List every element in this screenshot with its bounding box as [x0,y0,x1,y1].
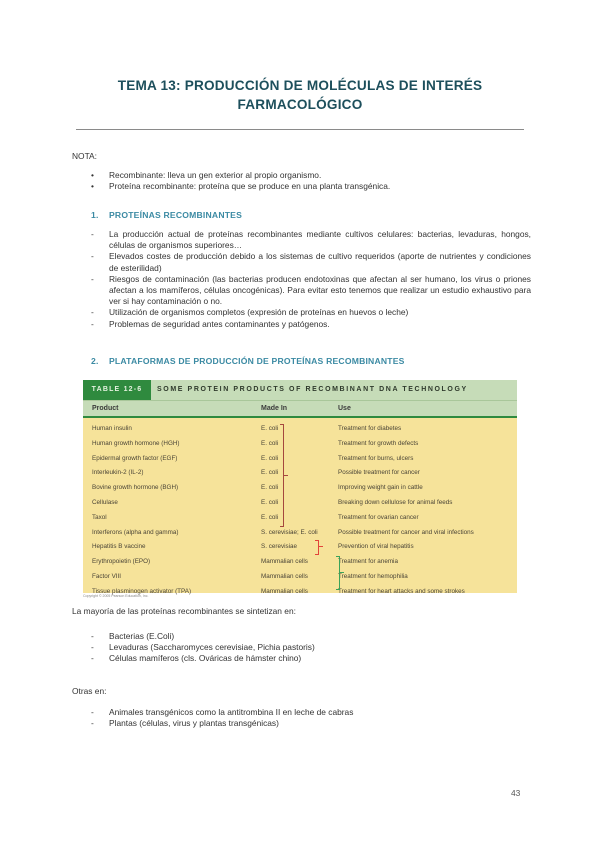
list-item: - Animales transgénicos como la antitrombina II en leche de cabras [91,707,354,717]
bullet-dash-icon: - [91,707,94,717]
table-row: Interferons (alpha and gamma) S. cerevisiae; E. coli Possible treatment for cancer and viral infections [92,528,474,536]
bullet-dash-icon: - [91,653,94,664]
list-item: • Recombinante: lleva un gen exterior al propio organismo. [91,170,322,180]
list-item: - Elevados costes de producción debido a los sistemas de cultivo requeridos (aporte de nutrientes y condiciones de esterilidad) [91,251,531,273]
bullet-dot-icon: • [91,181,94,192]
table-row: Cellulase E. coli Breaking down cellulose for animal feeds [92,498,453,506]
synthesis-list [91,631,531,665]
page-title-line-2: FARMACOLÓGICO [237,97,363,112]
table-row: Human insulin E. coli Treatment for diabetes [92,425,402,432]
bullet-dash-icon: - [91,318,94,329]
table-header-bar [83,380,517,400]
paragraph-others: Otras en: [72,686,107,696]
list-item: - Células mamíferos (cls. Ováricas de hámster chino) [91,653,302,664]
bracket-mammalian-tick-icon [340,572,344,573]
column-header-made-in: Made In [261,405,288,412]
table-label: TABLE 12-6 [83,380,151,400]
bullet-dash-icon: - [91,631,94,641]
section-heading-2: 2. PLATAFORMAS DE PRODUCCIÓN DE PROTEÍNAS RECOMBINANTES [91,356,405,366]
column-header-use: Use [338,405,351,412]
table-row: Taxol E. coli Treatment for ovarian cancer [92,513,419,521]
list-item: - Plantas (células, virus y plantas transgénicas) [91,718,279,729]
nota-list [91,170,531,192]
page-title [70,76,530,114]
section-1-list [91,229,531,330]
bullet-dash-icon: - [91,642,94,653]
list-item: - La producción actual de proteínas recombinantes mediante cultivos celulares: bacterias, levaduras, hongos, células de organismos superiores… [91,229,531,251]
nota-label: NOTA: [72,151,97,161]
bullet-dash-icon: - [91,251,94,262]
list-item: - Problemas de seguridad antes contaminantes y patógenos. [91,318,330,329]
table-column-headers [83,400,517,418]
table-body [83,422,517,600]
bullet-dash-icon: - [91,229,94,239]
table-row: Epidermal growth factor (EGF) E. coli Treatment for burns, ulcers [92,454,414,462]
bullet-dash-icon: - [91,273,94,284]
bullet-dash-icon: - [91,718,94,729]
table-title: SOME PROTEIN PRODUCTS OF RECOMBINANT DNA TECHNOLOGY [157,386,468,393]
table-row: Bovine growth hormone (BGH) E. coli Improving weight gain in cattle [92,484,423,492]
bracket-yeast-tick-icon [319,546,323,547]
table-row: Interleukin-2 (IL-2) E. coli Possible treatment for cancer [92,469,420,477]
bullet-dash-icon: - [91,307,94,318]
title-divider [76,129,524,130]
table-row: Human growth hormone (HGH) E. coli Treatment for growth defects [92,439,419,447]
list-item: - Bacterias (E.Coli) [91,631,175,641]
paragraph-synthesis: La mayoría de las proteínas recombinantes se sintetizan en: [72,606,296,616]
bracket-yeast-icon [315,540,319,555]
section-heading-1: 1. PROTEÍNAS RECOMBINANTES [91,210,243,220]
others-list [91,707,531,729]
table-row: Tissue plasminogen activator (TPA) Mammalian cells Treatment for heart attacks and some strokes [92,587,465,595]
table-copyright: Copyright © 2005 Pearson Education, Inc. [83,594,149,598]
table-row: Erythropoietin (EPO) Mammalian cells Treatment for anemia [92,558,398,566]
bracket-ecoli-tick-icon [284,475,288,476]
list-item: • Proteína recombinante: proteína que se produce en una planta transgénica. [91,181,391,192]
page-title-line-1: TEMA 13: PRODUCCIÓN DE MOLÉCULAS DE INTERÉS [117,78,483,93]
protein-products-table-figure [83,380,517,593]
table-row: Hepatitis B vaccine S. cerevisiae Prevention of viral hepatitis [92,543,414,551]
list-item: - Riesgos de contaminación (las bacterias producen endotoxinas que afectan al ser humano, los virus o priones afectan a los mamíferos, células oncogénicas). Para evitar esto tenemos que realizar un estudio exhaustivo para ver si hay contaminación o no. [91,273,531,307]
list-item: - Utilización de organismos completos (expresión de proteínas en huevos o leche) [91,307,409,318]
table-row: Factor VIII Mammalian cells Treatment for hemophilia [92,572,408,580]
page-number: 43 [511,788,521,798]
list-item: - Levaduras (Saccharomyces cerevisiae, Pichia pastoris) [91,642,315,653]
column-header-product: Product [92,405,119,412]
bullet-dot-icon: • [91,170,94,180]
